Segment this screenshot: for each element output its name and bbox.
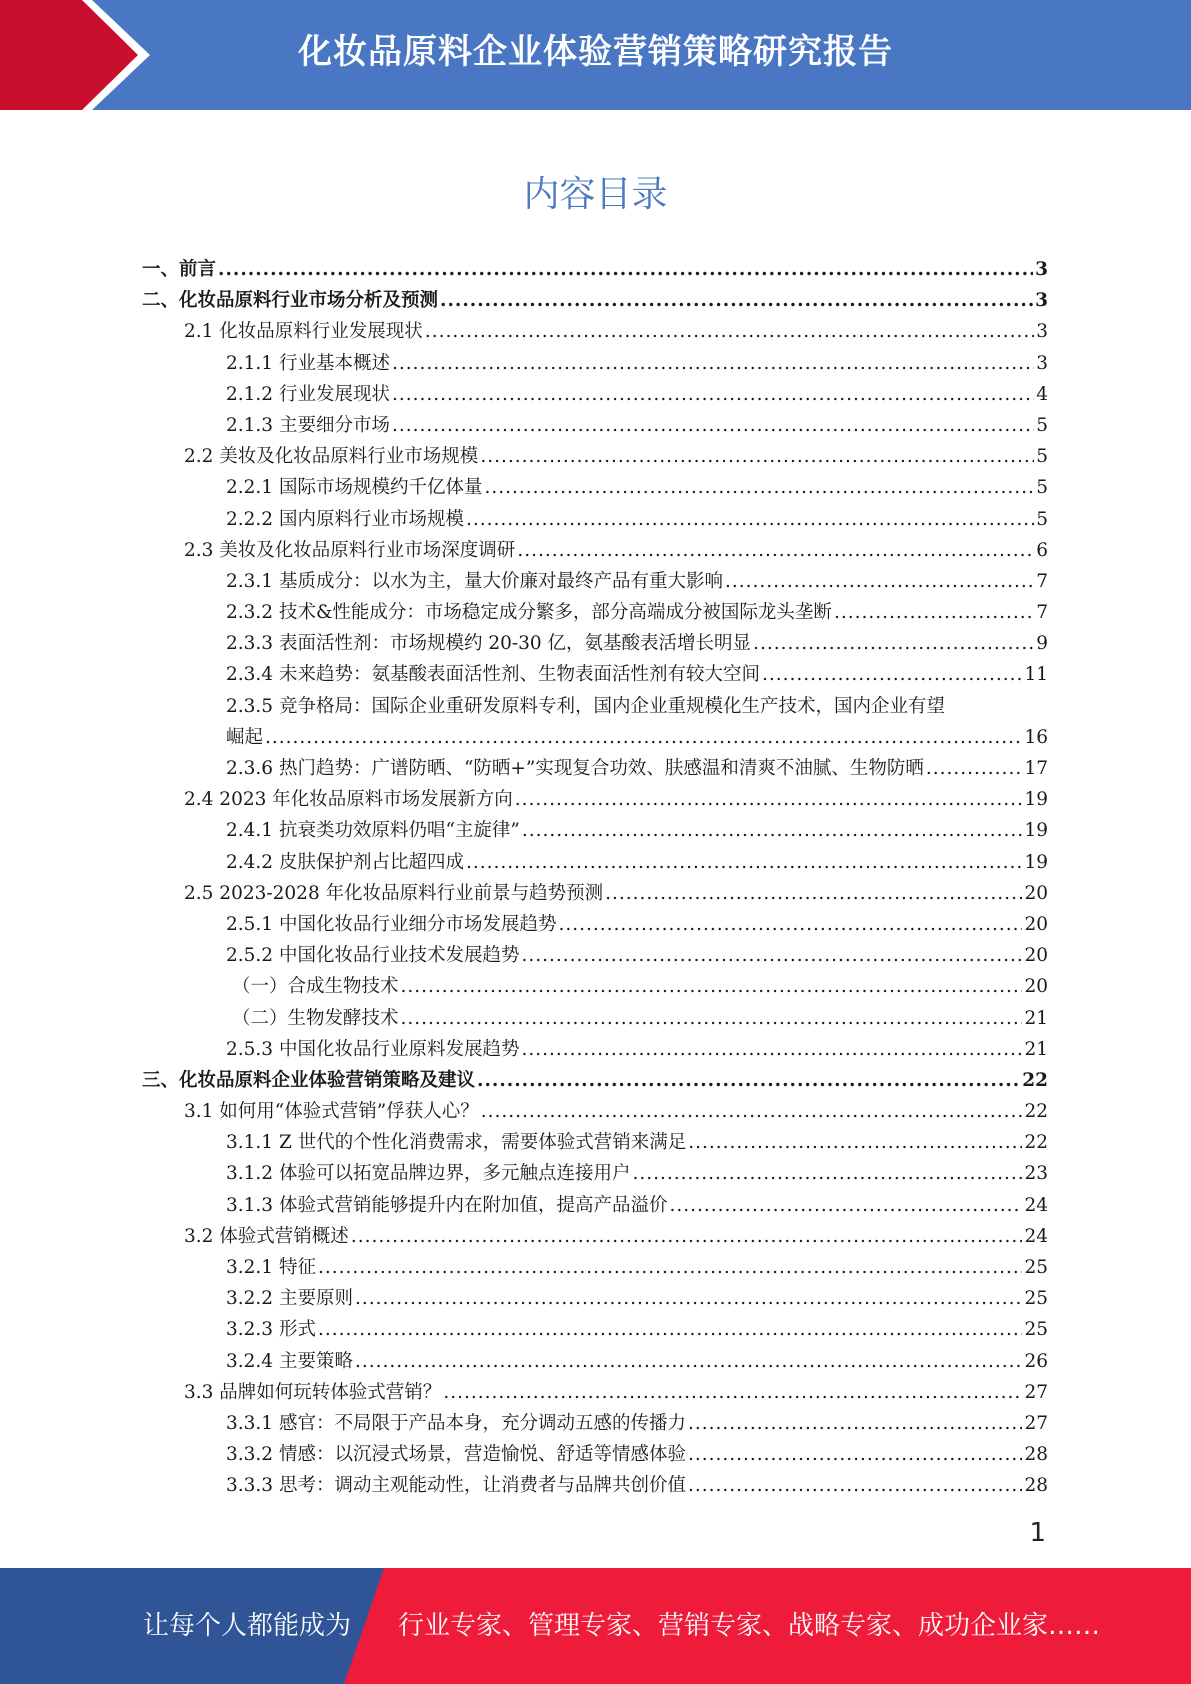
- toc-entry-page: 3: [1035, 259, 1048, 280]
- toc-entry[interactable]: [142, 1221, 1048, 1252]
- footer-slogan-left: 让每个人都能成为: [143, 1611, 352, 1641]
- toc-entry-page: 3: [1036, 321, 1048, 343]
- toc-entry-title: 3.2 体验式营销概述: [184, 1225, 349, 1247]
- toc-entry-title: 2.3.3 表面活性剂：市场规模约 20-30 亿，氨基酸表活增长明显: [226, 633, 752, 655]
- toc-entry-title: 2.1.3 主要细分市场: [226, 414, 390, 436]
- report-title: 化妆品原料企业体验营销策略研究报告: [298, 32, 893, 72]
- toc-entry-title: 2.5.2 中国化妆品行业技术发展趋势: [226, 945, 520, 967]
- toc-entry-page: 9: [1036, 633, 1048, 655]
- toc-entry-title: 3.1.1 Z 世代的个性化消费需求，需要体验式营销来满足: [226, 1132, 687, 1154]
- toc-entry[interactable]: [142, 1096, 1048, 1127]
- toc-entry-title: 2.1.2 行业发展现状: [226, 383, 390, 405]
- toc-entry[interactable]: [142, 316, 1048, 347]
- toc-entry[interactable]: [142, 1034, 1048, 1065]
- toc-dot-leader: [392, 348, 1034, 379]
- toc-entry-title: 3.1.2 体验可以拓宽品牌边界，多元触点连接用户: [226, 1163, 631, 1185]
- toc-entry-title: 2.1 化妆品原料行业发展现状: [184, 321, 423, 343]
- toc-entry-title: 2.5.3 中国化妆品行业原料发展趋势: [226, 1038, 520, 1060]
- toc-entry-title: 3.1.3 体验式营销能够提升内在附加值，提高产品溢价: [226, 1194, 668, 1216]
- toc-dot-leader: [521, 1034, 1022, 1065]
- toc-entry[interactable]: [142, 878, 1048, 909]
- toc-entry[interactable]: [142, 1283, 1048, 1314]
- toc-entry-title: 2.2.1 国际市场规模约千亿体量: [226, 477, 483, 499]
- toc-entry-title: 二、化妆品原料行业市场分析及预测: [142, 290, 439, 312]
- toc-entry-page: 21: [1024, 1038, 1048, 1060]
- toc-entry[interactable]: [142, 1377, 1048, 1408]
- toc-dot-leader: [517, 535, 1034, 566]
- toc-entry-title: 三、化妆品原料企业体验营销策略及建议: [142, 1069, 476, 1091]
- toc-dot-leader: [440, 285, 1033, 316]
- toc-entry-title: 2.2 美妆及化妆品原料行业市场规模: [184, 446, 479, 468]
- toc-entry-page: 20: [1024, 913, 1048, 935]
- toc-dot-leader: [265, 722, 1022, 753]
- toc-entry-page: 24: [1024, 1194, 1048, 1216]
- toc-dot-leader: [318, 1252, 1023, 1283]
- toc-entry[interactable]: [142, 722, 1048, 753]
- toc-entry-page: 24: [1024, 1225, 1048, 1247]
- toc-entry-page: 11: [1024, 664, 1048, 686]
- toc-entry-page: 25: [1024, 1288, 1048, 1310]
- toc-entry-title: 2.2.2 国内原料行业市场规模: [226, 508, 464, 530]
- toc-entry-title: 3.2.4 主要策略: [226, 1350, 353, 1372]
- toc-entry[interactable]: [142, 1408, 1048, 1439]
- toc-entry-title: 3.3 品牌如何玩转体验式营销？: [184, 1381, 442, 1403]
- toc-entry-page: 21: [1024, 1007, 1048, 1029]
- toc-heading: 内容目录: [523, 174, 668, 215]
- toc-entry-title: （一）合成生物技术: [232, 976, 399, 998]
- toc-entry-title: 2.5.1 中国化妆品行业细分市场发展趋势: [226, 913, 557, 935]
- toc-entry-page: 5: [1036, 508, 1048, 530]
- toc-entry-page: 22: [1022, 1069, 1048, 1091]
- toc-dot-leader: [669, 1190, 1022, 1221]
- toc-entry[interactable]: [142, 1158, 1048, 1189]
- toc-entry-page: 25: [1024, 1319, 1048, 1341]
- toc-entry-page: 7: [1036, 602, 1048, 624]
- toc-dot-leader: [392, 410, 1034, 441]
- toc-dot-leader: [484, 472, 1034, 503]
- toc-dot-leader: [725, 566, 1034, 597]
- toc-entry-title: 2.3.5 竞争格局：国际企业重研发原料专利，国内企业重规模化生产技术，国内企业有望: [226, 695, 945, 717]
- toc-dot-leader: [466, 504, 1034, 535]
- toc-dot-leader: [688, 1408, 1022, 1439]
- toc-entry-page: 25: [1024, 1257, 1048, 1278]
- toc-entry-title: 3.2.3 形式: [226, 1319, 316, 1341]
- toc-entry-page: 26: [1024, 1350, 1048, 1372]
- toc-entry-page: 7: [1036, 570, 1048, 592]
- toc-dot-leader: [318, 1314, 1023, 1345]
- toc-entry[interactable]: [142, 691, 1048, 722]
- toc-dot-leader: [401, 971, 1023, 1002]
- toc-entry-page: 16: [1024, 726, 1048, 748]
- page-number: 1: [1029, 1518, 1046, 1548]
- toc-dot-leader: [688, 1127, 1022, 1158]
- toc-entry-page: 6: [1036, 539, 1048, 561]
- toc-entry-title: 2.1.1 行业基本概述: [226, 352, 390, 374]
- toc-entry[interactable]: [142, 847, 1048, 878]
- toc-entry-title: 3.2.1 特征: [226, 1257, 316, 1278]
- toc-entry-title: 2.3 美妆及化妆品原料行业市场深度调研: [184, 539, 516, 561]
- toc-entry[interactable]: [142, 909, 1048, 940]
- footer-slogan-right: 行业专家、管理专家、营销专家、战略专家、成功企业家……: [398, 1611, 1101, 1641]
- toc-dot-leader: [926, 753, 1023, 784]
- toc-dot-leader: [521, 940, 1022, 971]
- toc-entry-page: 28: [1024, 1444, 1048, 1466]
- toc-dot-leader: [515, 784, 1023, 815]
- toc-dot-leader: [834, 597, 1034, 628]
- toc-dot-leader: [443, 1377, 1022, 1408]
- toc-entry-title: 崛起: [226, 726, 264, 748]
- toc-entry-title: 2.3.4 未来趋势：氨基酸表面活性剂、生物表面活性剂有较大空间: [226, 664, 760, 686]
- toc-entry-page: 3: [1035, 290, 1048, 312]
- toc-entry-title: 一、前言: [142, 259, 217, 280]
- toc-entry[interactable]: [142, 1252, 1048, 1283]
- toc-entry[interactable]: [142, 1346, 1048, 1377]
- toc-entry[interactable]: [142, 472, 1048, 503]
- toc-entry-title: 2.5 2023-2028 年化妆品原料行业前景与趋势预测: [184, 882, 604, 904]
- toc-entry[interactable]: [142, 1127, 1048, 1158]
- toc-dot-leader: [632, 1158, 1022, 1189]
- toc-entry[interactable]: [142, 441, 1048, 472]
- toc-entry-page: 22: [1024, 1101, 1048, 1123]
- toc-entry[interactable]: [142, 1439, 1048, 1470]
- toc-entry-title: 3.3.3 思考：调动主观能动性，让消费者与品牌共创价值: [226, 1475, 686, 1497]
- toc-entry-page: 5: [1036, 414, 1048, 436]
- toc-entry[interactable]: [142, 940, 1048, 971]
- toc-entry-page: 20: [1024, 976, 1048, 998]
- toc-dot-leader: [753, 628, 1034, 659]
- toc-entry-page: 17: [1024, 758, 1048, 779]
- toc-entry-page: 20: [1024, 882, 1048, 904]
- toc-entry-page: 19: [1024, 820, 1048, 842]
- toc-dot-leader: [481, 1096, 1023, 1127]
- toc-entry-page: 22: [1024, 1132, 1048, 1154]
- toc-entry[interactable]: [142, 815, 1048, 846]
- toc-entry-title: 3.3.2 情感：以沉浸式场景，营造愉悦、舒适等情感体验: [226, 1444, 686, 1466]
- toc-dot-leader: [466, 847, 1022, 878]
- toc-dot-leader: [480, 441, 1034, 472]
- toc-entry-page: 27: [1024, 1412, 1048, 1434]
- toc-dot-leader: [688, 1439, 1022, 1470]
- table-of-contents: [142, 254, 1048, 1502]
- toc-entry-page: 27: [1024, 1381, 1048, 1403]
- toc-entry-page: 5: [1036, 477, 1048, 499]
- toc-dot-leader: [351, 1221, 1023, 1252]
- toc-dot-leader: [522, 815, 1023, 846]
- toc-entry-title: 2.3.6 热门趋势：广谱防晒、“防晒+”实现复合功效、肤感温和清爽不油腻、生物防晒: [226, 758, 924, 779]
- toc-entry-page: 23: [1024, 1163, 1048, 1185]
- toc-dot-leader: [762, 659, 1022, 690]
- toc-entry[interactable]: [142, 971, 1048, 1002]
- toc-entry[interactable]: [142, 1190, 1048, 1221]
- toc-entry[interactable]: [142, 597, 1048, 628]
- toc-entry-title: 2.4.2 皮肤保护剂占比超四成: [226, 851, 464, 873]
- toc-entry[interactable]: [142, 784, 1048, 815]
- toc-entry[interactable]: [142, 1065, 1048, 1096]
- toc-dot-leader: [425, 316, 1034, 347]
- toc-entry[interactable]: [142, 566, 1048, 597]
- toc-entry-page: 4: [1036, 383, 1048, 405]
- toc-entry[interactable]: [142, 254, 1048, 285]
- toc-entry-title: 3.2.2 主要原则: [226, 1288, 353, 1310]
- toc-entry[interactable]: [142, 1314, 1048, 1345]
- page-footer: [0, 1568, 1191, 1684]
- toc-entry[interactable]: [142, 348, 1048, 379]
- toc-entry-page: 5: [1036, 446, 1048, 468]
- toc-dot-leader: [218, 254, 1033, 285]
- toc-dot-leader: [605, 878, 1022, 909]
- toc-entry[interactable]: [142, 659, 1048, 690]
- toc-entry-title: 2.3.1 基质成分：以水为主，量大价廉对最终产品有重大影响: [226, 570, 723, 592]
- toc-entry[interactable]: [142, 285, 1048, 316]
- toc-entry-page: 3: [1036, 352, 1048, 374]
- toc-entry-title: 3.1 如何用“体验式营销”俘获人心？: [184, 1101, 479, 1123]
- toc-entry[interactable]: [142, 379, 1048, 410]
- toc-entry-title: （二）生物发酵技术: [232, 1007, 399, 1029]
- toc-entry[interactable]: [142, 628, 1048, 659]
- toc-entry-page: 20: [1024, 945, 1048, 967]
- toc-entry[interactable]: [142, 1470, 1048, 1501]
- toc-entry-title: 2.4.1 抗衰类功效原料仍唱“主旋律”: [226, 820, 520, 842]
- page-header: [0, 0, 1191, 110]
- toc-dot-leader: [477, 1065, 1020, 1096]
- toc-entry-page: 19: [1024, 789, 1048, 811]
- toc-entry[interactable]: [142, 410, 1048, 441]
- toc-entry[interactable]: [142, 753, 1048, 784]
- toc-entry-page: 28: [1024, 1475, 1048, 1497]
- toc-dot-leader: [355, 1346, 1023, 1377]
- toc-entry[interactable]: [142, 504, 1048, 535]
- toc-dot-leader: [401, 1003, 1023, 1034]
- toc-entry-title: 2.4 2023 年化妆品原料市场发展新方向: [184, 789, 513, 811]
- toc-entry-title: 3.3.1 感官：不局限于产品本身，充分调动五感的传播力: [226, 1412, 686, 1434]
- toc-dot-leader: [392, 379, 1034, 410]
- toc-entry-page: 19: [1024, 851, 1048, 873]
- toc-entry-title: 2.3.2 技术&性能成分：市场稳定成分繁多，部分高端成分被国际龙头垄断: [226, 602, 832, 624]
- toc-entry[interactable]: [142, 1003, 1048, 1034]
- toc-dot-leader: [558, 909, 1022, 940]
- toc-entry[interactable]: [142, 535, 1048, 566]
- toc-dot-leader: [355, 1283, 1023, 1314]
- toc-dot-leader: [688, 1470, 1022, 1501]
